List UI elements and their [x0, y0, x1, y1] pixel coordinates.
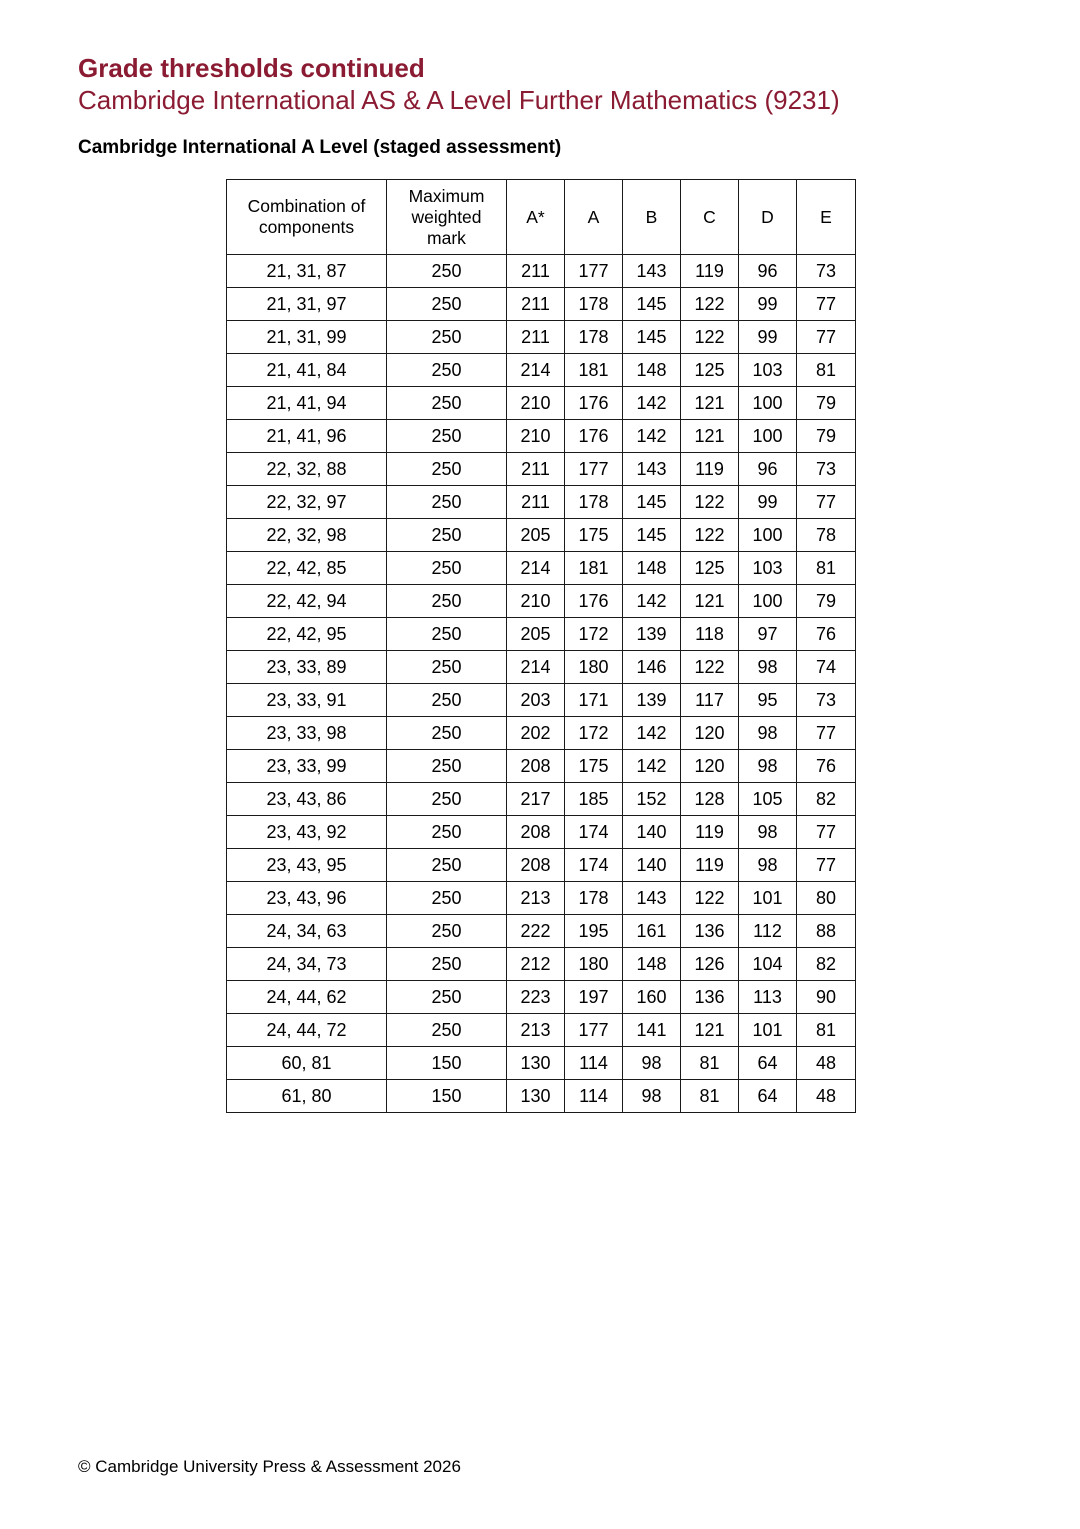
cell-grade-e: 80 [797, 882, 856, 915]
cell-grade-a: 195 [565, 915, 623, 948]
cell-grade-d: 100 [739, 387, 797, 420]
cell-grade-a-star: 203 [507, 684, 565, 717]
header-max-mark: Maximum weighted mark [387, 180, 507, 255]
cell-grade-b: 142 [623, 420, 681, 453]
cell-grade-a-star: 217 [507, 783, 565, 816]
cell-max-mark: 250 [387, 684, 507, 717]
table-row [227, 948, 856, 981]
cell-max-mark: 250 [387, 255, 507, 288]
table-row [227, 783, 856, 816]
cell-grade-e: 73 [797, 684, 856, 717]
cell-max-mark: 250 [387, 618, 507, 651]
cell-grade-d: 98 [739, 816, 797, 849]
cell-grade-a: 174 [565, 849, 623, 882]
cell-grade-b: 145 [623, 486, 681, 519]
cell-combination: 22, 42, 85 [227, 552, 387, 585]
cell-grade-c: 119 [681, 255, 739, 288]
cell-grade-b: 148 [623, 948, 681, 981]
cell-combination: 22, 32, 97 [227, 486, 387, 519]
cell-grade-c: 136 [681, 981, 739, 1014]
cell-max-mark: 250 [387, 321, 507, 354]
cell-grade-c: 122 [681, 519, 739, 552]
cell-grade-b: 145 [623, 519, 681, 552]
cell-grade-d: 99 [739, 486, 797, 519]
cell-grade-a: 176 [565, 420, 623, 453]
table-row [227, 255, 856, 288]
cell-combination: 23, 43, 95 [227, 849, 387, 882]
cell-grade-d: 64 [739, 1080, 797, 1113]
cell-grade-d: 96 [739, 453, 797, 486]
cell-max-mark: 250 [387, 354, 507, 387]
cell-grade-e: 77 [797, 849, 856, 882]
cell-grade-a: 174 [565, 816, 623, 849]
cell-grade-a-star: 223 [507, 981, 565, 1014]
cell-grade-b: 143 [623, 882, 681, 915]
cell-grade-a-star: 205 [507, 618, 565, 651]
table-row [227, 453, 856, 486]
cell-max-mark: 250 [387, 585, 507, 618]
header-grade-e: E [797, 180, 856, 255]
cell-combination: 23, 33, 91 [227, 684, 387, 717]
table-row [227, 684, 856, 717]
cell-max-mark: 250 [387, 948, 507, 981]
cell-max-mark: 250 [387, 288, 507, 321]
copyright-footer: © Cambridge University Press & Assessment 2026 [78, 1457, 461, 1476]
cell-max-mark: 250 [387, 1014, 507, 1047]
cell-grade-d: 103 [739, 354, 797, 387]
cell-grade-a: 185 [565, 783, 623, 816]
cell-max-mark: 250 [387, 750, 507, 783]
header-grade-a-star: A* [507, 180, 565, 255]
cell-grade-c: 117 [681, 684, 739, 717]
cell-grade-a-star: 208 [507, 750, 565, 783]
cell-grade-b: 143 [623, 255, 681, 288]
cell-grade-e: 73 [797, 255, 856, 288]
cell-grade-a-star: 210 [507, 420, 565, 453]
cell-grade-a: 178 [565, 288, 623, 321]
header-grade-c: C [681, 180, 739, 255]
cell-grade-b: 145 [623, 321, 681, 354]
cell-combination: 61, 80 [227, 1080, 387, 1113]
cell-combination: 23, 43, 86 [227, 783, 387, 816]
table-row [227, 981, 856, 1014]
cell-grade-b: 142 [623, 717, 681, 750]
header-grade-d: D [739, 180, 797, 255]
cell-grade-e: 77 [797, 717, 856, 750]
cell-combination: 22, 32, 88 [227, 453, 387, 486]
cell-grade-a-star: 208 [507, 849, 565, 882]
table-row [227, 849, 856, 882]
cell-grade-d: 99 [739, 321, 797, 354]
cell-grade-b: 148 [623, 552, 681, 585]
cell-max-mark: 250 [387, 717, 507, 750]
cell-grade-c: 121 [681, 387, 739, 420]
cell-grade-c: 81 [681, 1047, 739, 1080]
cell-grade-c: 121 [681, 420, 739, 453]
cell-max-mark: 250 [387, 915, 507, 948]
cell-combination: 21, 31, 87 [227, 255, 387, 288]
cell-grade-a: 171 [565, 684, 623, 717]
cell-grade-e: 82 [797, 948, 856, 981]
cell-grade-c: 120 [681, 750, 739, 783]
table-row [227, 618, 856, 651]
cell-grade-a: 114 [565, 1080, 623, 1113]
cell-grade-e: 78 [797, 519, 856, 552]
cell-grade-a: 178 [565, 321, 623, 354]
cell-grade-a-star: 211 [507, 288, 565, 321]
cell-grade-a: 181 [565, 552, 623, 585]
cell-grade-b: 140 [623, 816, 681, 849]
cell-grade-d: 100 [739, 585, 797, 618]
cell-grade-d: 101 [739, 882, 797, 915]
cell-grade-b: 161 [623, 915, 681, 948]
cell-grade-a-star: 211 [507, 453, 565, 486]
cell-grade-a-star: 211 [507, 486, 565, 519]
cell-grade-c: 120 [681, 717, 739, 750]
cell-combination: 22, 32, 98 [227, 519, 387, 552]
cell-grade-a-star: 222 [507, 915, 565, 948]
cell-grade-a: 177 [565, 1014, 623, 1047]
cell-grade-c: 81 [681, 1080, 739, 1113]
cell-grade-a-star: 212 [507, 948, 565, 981]
cell-grade-b: 142 [623, 750, 681, 783]
cell-grade-a-star: 213 [507, 882, 565, 915]
table-header-row [227, 180, 856, 255]
cell-combination: 60, 81 [227, 1047, 387, 1080]
cell-grade-b: 98 [623, 1047, 681, 1080]
table-row [227, 387, 856, 420]
table-row [227, 420, 856, 453]
cell-grade-c: 122 [681, 882, 739, 915]
cell-grade-a-star: 213 [507, 1014, 565, 1047]
cell-combination: 24, 34, 63 [227, 915, 387, 948]
table-row [227, 1047, 856, 1080]
cell-combination: 24, 34, 73 [227, 948, 387, 981]
cell-grade-c: 122 [681, 651, 739, 684]
cell-grade-c: 125 [681, 552, 739, 585]
cell-grade-a: 197 [565, 981, 623, 1014]
section-heading: Cambridge International A Level (staged assessment) [78, 137, 562, 158]
cell-grade-d: 98 [739, 849, 797, 882]
cell-grade-a: 177 [565, 255, 623, 288]
cell-grade-a: 172 [565, 618, 623, 651]
cell-grade-a: 172 [565, 717, 623, 750]
cell-max-mark: 250 [387, 453, 507, 486]
cell-grade-d: 97 [739, 618, 797, 651]
cell-grade-a-star: 210 [507, 585, 565, 618]
cell-grade-c: 119 [681, 816, 739, 849]
cell-grade-e: 76 [797, 750, 856, 783]
cell-combination: 22, 42, 95 [227, 618, 387, 651]
cell-grade-e: 77 [797, 816, 856, 849]
table-row [227, 519, 856, 552]
cell-grade-e: 77 [797, 321, 856, 354]
cell-combination: 21, 31, 99 [227, 321, 387, 354]
cell-grade-e: 48 [797, 1047, 856, 1080]
cell-max-mark: 250 [387, 981, 507, 1014]
cell-grade-e: 79 [797, 585, 856, 618]
header-grade-a: A [565, 180, 623, 255]
cell-grade-b: 146 [623, 651, 681, 684]
cell-grade-e: 90 [797, 981, 856, 1014]
table-row [227, 321, 856, 354]
table-row [227, 552, 856, 585]
cell-grade-c: 122 [681, 288, 739, 321]
cell-grade-d: 99 [739, 288, 797, 321]
cell-grade-e: 81 [797, 1014, 856, 1047]
cell-grade-e: 79 [797, 420, 856, 453]
cell-grade-b: 152 [623, 783, 681, 816]
cell-grade-a-star: 210 [507, 387, 565, 420]
cell-max-mark: 250 [387, 651, 507, 684]
cell-grade-b: 141 [623, 1014, 681, 1047]
cell-max-mark: 250 [387, 486, 507, 519]
cell-grade-b: 98 [623, 1080, 681, 1113]
cell-grade-d: 103 [739, 552, 797, 585]
table-row [227, 354, 856, 387]
cell-grade-e: 76 [797, 618, 856, 651]
cell-grade-e: 74 [797, 651, 856, 684]
cell-grade-d: 98 [739, 717, 797, 750]
cell-grade-d: 101 [739, 1014, 797, 1047]
cell-grade-d: 95 [739, 684, 797, 717]
cell-grade-c: 125 [681, 354, 739, 387]
cell-grade-a-star: 214 [507, 651, 565, 684]
cell-grade-c: 136 [681, 915, 739, 948]
table-row [227, 486, 856, 519]
cell-grade-c: 121 [681, 585, 739, 618]
cell-grade-a: 181 [565, 354, 623, 387]
page-title: Grade thresholds continued [78, 53, 425, 83]
cell-grade-a: 176 [565, 585, 623, 618]
cell-grade-d: 105 [739, 783, 797, 816]
cell-grade-a-star: 202 [507, 717, 565, 750]
cell-grade-a-star: 208 [507, 816, 565, 849]
cell-grade-a-star: 205 [507, 519, 565, 552]
cell-combination: 23, 43, 96 [227, 882, 387, 915]
cell-grade-a: 176 [565, 387, 623, 420]
cell-grade-b: 142 [623, 585, 681, 618]
cell-combination: 23, 33, 99 [227, 750, 387, 783]
cell-combination: 21, 41, 94 [227, 387, 387, 420]
cell-grade-c: 119 [681, 453, 739, 486]
table-row [227, 1080, 856, 1113]
cell-grade-e: 73 [797, 453, 856, 486]
cell-grade-b: 160 [623, 981, 681, 1014]
cell-grade-d: 100 [739, 519, 797, 552]
cell-combination: 23, 33, 89 [227, 651, 387, 684]
cell-grade-b: 143 [623, 453, 681, 486]
cell-grade-a-star: 211 [507, 321, 565, 354]
cell-combination: 23, 33, 98 [227, 717, 387, 750]
cell-grade-a: 114 [565, 1047, 623, 1080]
cell-combination: 21, 41, 84 [227, 354, 387, 387]
cell-max-mark: 150 [387, 1047, 507, 1080]
cell-combination: 21, 41, 96 [227, 420, 387, 453]
page-subtitle: Cambridge International AS & A Level Further Mathematics (9231) [78, 85, 840, 115]
cell-grade-a-star: 211 [507, 255, 565, 288]
cell-combination: 22, 42, 94 [227, 585, 387, 618]
cell-grade-e: 77 [797, 486, 856, 519]
cell-grade-c: 119 [681, 849, 739, 882]
table-row [227, 750, 856, 783]
cell-combination: 24, 44, 72 [227, 1014, 387, 1047]
cell-grade-a: 178 [565, 486, 623, 519]
cell-grade-d: 104 [739, 948, 797, 981]
cell-grade-b: 139 [623, 684, 681, 717]
cell-grade-c: 122 [681, 321, 739, 354]
cell-grade-e: 79 [797, 387, 856, 420]
cell-grade-a: 177 [565, 453, 623, 486]
cell-grade-d: 98 [739, 651, 797, 684]
cell-grade-c: 126 [681, 948, 739, 981]
table-row [227, 882, 856, 915]
cell-grade-b: 145 [623, 288, 681, 321]
cell-max-mark: 250 [387, 816, 507, 849]
cell-grade-e: 82 [797, 783, 856, 816]
cell-max-mark: 250 [387, 387, 507, 420]
header-combination: Combination of components [227, 180, 387, 255]
table-body [227, 255, 856, 1113]
cell-grade-d: 96 [739, 255, 797, 288]
cell-grade-a: 180 [565, 948, 623, 981]
cell-grade-e: 81 [797, 552, 856, 585]
table-row [227, 816, 856, 849]
cell-grade-a: 175 [565, 750, 623, 783]
cell-combination: 21, 31, 97 [227, 288, 387, 321]
table-row [227, 915, 856, 948]
cell-grade-b: 148 [623, 354, 681, 387]
cell-grade-b: 142 [623, 387, 681, 420]
cell-combination: 23, 43, 92 [227, 816, 387, 849]
cell-max-mark: 150 [387, 1080, 507, 1113]
table-row [227, 1014, 856, 1047]
header-grade-b: B [623, 180, 681, 255]
table-row [227, 651, 856, 684]
cell-max-mark: 250 [387, 519, 507, 552]
cell-grade-a-star: 214 [507, 552, 565, 585]
cell-grade-a-star: 130 [507, 1047, 565, 1080]
cell-grade-d: 100 [739, 420, 797, 453]
cell-grade-a-star: 214 [507, 354, 565, 387]
cell-grade-b: 140 [623, 849, 681, 882]
cell-grade-a-star: 130 [507, 1080, 565, 1113]
cell-grade-a: 175 [565, 519, 623, 552]
cell-grade-e: 88 [797, 915, 856, 948]
cell-grade-e: 81 [797, 354, 856, 387]
cell-grade-d: 113 [739, 981, 797, 1014]
cell-max-mark: 250 [387, 552, 507, 585]
table-row [227, 288, 856, 321]
cell-grade-c: 128 [681, 783, 739, 816]
table-row [227, 717, 856, 750]
cell-grade-e: 77 [797, 288, 856, 321]
cell-grade-d: 98 [739, 750, 797, 783]
cell-grade-c: 122 [681, 486, 739, 519]
table-row [227, 585, 856, 618]
cell-grade-a: 178 [565, 882, 623, 915]
cell-combination: 24, 44, 62 [227, 981, 387, 1014]
cell-max-mark: 250 [387, 849, 507, 882]
cell-grade-c: 118 [681, 618, 739, 651]
cell-grade-e: 48 [797, 1080, 856, 1113]
cell-grade-c: 121 [681, 1014, 739, 1047]
cell-max-mark: 250 [387, 420, 507, 453]
cell-grade-d: 64 [739, 1047, 797, 1080]
cell-grade-d: 112 [739, 915, 797, 948]
cell-max-mark: 250 [387, 783, 507, 816]
grade-thresholds-table [226, 179, 856, 1113]
cell-grade-a: 180 [565, 651, 623, 684]
cell-grade-b: 139 [623, 618, 681, 651]
cell-max-mark: 250 [387, 882, 507, 915]
